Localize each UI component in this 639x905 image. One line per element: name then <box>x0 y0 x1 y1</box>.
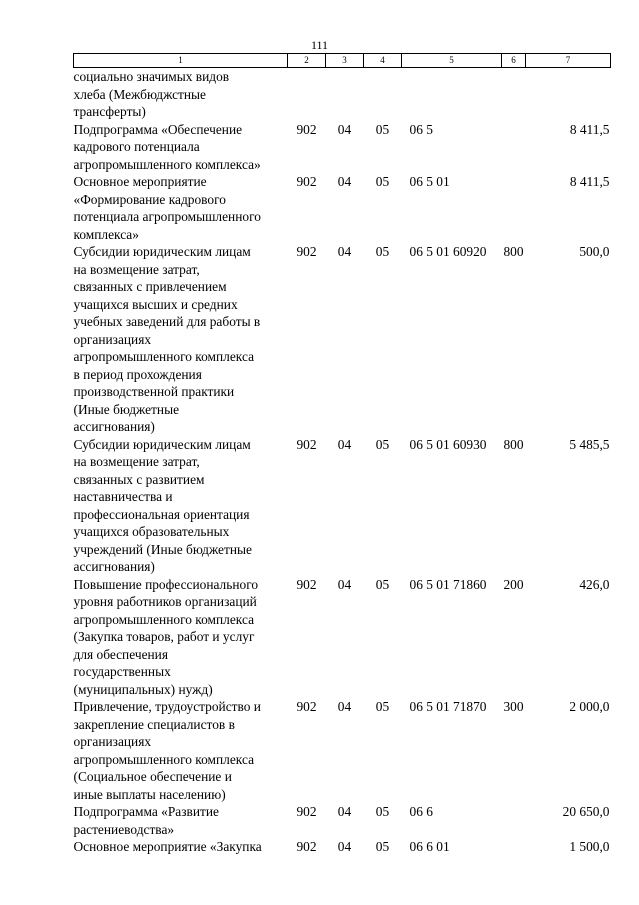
budget-table <box>73 53 611 856</box>
admin-code-cell: 902 <box>296 174 317 189</box>
item-name-line: ассигнования) <box>73 559 155 574</box>
item-name-line: производственной практики <box>73 384 235 399</box>
item-name-cell <box>74 838 288 856</box>
item-name-line: Повышение профессионального <box>73 576 259 592</box>
page-number: 111 <box>310 38 329 52</box>
item-name-line: агропромышленного комплекса <box>73 349 255 364</box>
item-name-line: на возмещение затрат, <box>73 454 200 469</box>
target-article-cell: 06 6 <box>409 804 433 819</box>
subsection-cell: 05 <box>375 436 390 452</box>
amount-cell <box>526 68 611 121</box>
subsection-cell: 05 <box>375 839 390 854</box>
section-cell: 04 <box>337 436 352 452</box>
expense-type-cell <box>502 803 526 838</box>
table-row <box>74 68 611 121</box>
item-name-line: учебных заведений для работы в <box>73 314 261 329</box>
expense-type-cell <box>502 838 526 856</box>
subsection-cell: 05 <box>375 244 390 259</box>
section-cell: 04 <box>337 699 352 714</box>
amount-cell: 1 500,0 <box>569 839 610 854</box>
item-name-line: учащихся образовательных <box>73 524 230 539</box>
amount-cell: 8 411,5 <box>569 174 610 189</box>
amount-cell: 5 485,5 <box>569 436 610 452</box>
amount-cell: 8 411,5 <box>569 121 610 137</box>
target-article-cell: 06 5 01 71870 <box>409 699 487 714</box>
item-name-line: Подпрограмма «Обеспечение <box>73 121 243 137</box>
target-article-cell <box>402 68 502 121</box>
admin-code-cell: 902 <box>296 699 317 714</box>
expense-type-cell: 300 <box>503 699 524 714</box>
subsection-cell: 05 <box>375 121 390 137</box>
table-row <box>74 698 611 803</box>
item-name-line: для обеспечения <box>73 646 168 662</box>
item-name-line: социально значимых видов <box>73 69 230 84</box>
admin-code-cell: 902 <box>296 244 317 259</box>
amount-cell: 426,0 <box>579 576 610 592</box>
item-name-line: Привлечение, трудоустройство и <box>73 699 261 714</box>
table-row <box>74 436 611 576</box>
table-row <box>74 121 611 174</box>
admin-code-cell: 902 <box>296 804 317 819</box>
column-header-6: 6 <box>502 54 526 68</box>
target-article-cell: 06 5 <box>409 121 433 137</box>
subsection-cell: 05 <box>375 699 390 714</box>
budget-rows <box>74 68 611 856</box>
section-cell: 04 <box>337 174 352 189</box>
target-article-cell: 06 5 01 60920 <box>409 244 487 259</box>
item-name-line: в период прохождения <box>73 366 202 382</box>
item-name-line: трансферты) <box>73 104 146 119</box>
item-name-line: «Формирование кадрового <box>73 191 226 207</box>
item-name-line: ассигнования) <box>73 419 155 434</box>
expense-type-cell: 800 <box>503 436 524 452</box>
section-cell: 04 <box>337 804 352 819</box>
section-cell: 04 <box>337 121 352 137</box>
item-name-cell <box>74 243 288 436</box>
table-row <box>74 803 611 838</box>
item-name-cell <box>74 803 288 838</box>
item-name-line: Субсидии юридическим лицам <box>73 436 251 452</box>
item-name-line: агропромышленного комплекса» <box>73 156 261 172</box>
item-name-line: кадрового потенциала <box>73 139 200 154</box>
item-name-cell <box>74 68 288 121</box>
column-header-2: 2 <box>288 54 326 68</box>
item-name-line: агропромышленного комплекса <box>73 751 255 767</box>
subsection-cell: 05 <box>375 576 390 592</box>
admin-code-cell <box>288 68 326 121</box>
expense-type-cell: 200 <box>503 576 524 592</box>
item-name-line: (муниципальных) нужд) <box>73 681 213 697</box>
amount-cell: 2 000,0 <box>569 699 610 714</box>
expense-type-cell <box>502 121 526 174</box>
item-name-line: наставничества и <box>73 489 173 504</box>
column-number-header <box>74 54 611 68</box>
item-name-line: связанных с развитием <box>73 471 205 487</box>
admin-code-cell: 902 <box>296 121 317 137</box>
subsection-cell: 05 <box>375 174 390 189</box>
admin-code-cell: 902 <box>296 839 317 854</box>
section-cell: 04 <box>337 244 352 259</box>
item-name-line: уровня работников организаций <box>73 594 257 609</box>
item-name-cell <box>74 698 288 803</box>
item-name-cell <box>74 436 288 576</box>
expense-type-cell <box>502 173 526 243</box>
section-cell <box>326 68 364 121</box>
item-name-line: на возмещение затрат, <box>73 261 200 277</box>
item-name-line: Основное мероприятие «Закупка <box>73 839 262 854</box>
item-name-line: (Закупка товаров, работ и услуг <box>73 629 255 644</box>
table-row <box>74 576 611 699</box>
column-header-3: 3 <box>326 54 364 68</box>
column-header-4: 4 <box>364 54 402 68</box>
item-name-cell <box>74 576 288 699</box>
item-name-line: учащихся высших и средних <box>73 296 238 312</box>
column-header-1: 1 <box>74 54 288 68</box>
target-article-cell: 06 5 01 60930 <box>409 436 487 452</box>
amount-cell: 500,0 <box>579 244 610 259</box>
item-name-line: хлеба (Межбюджстные <box>73 86 206 102</box>
item-name-line: (Социальное обеспечение и <box>73 769 232 784</box>
item-name-line: комплекса» <box>73 226 139 242</box>
item-name-line: агропромышленного комплекса <box>73 611 255 627</box>
subsection-cell: 05 <box>375 804 390 819</box>
item-name-cell <box>74 121 288 174</box>
table-row <box>74 838 611 856</box>
item-name-line: Субсидии юридическим лицам <box>73 244 251 259</box>
item-name-line: организациях <box>73 331 152 347</box>
admin-code-cell: 902 <box>296 436 317 452</box>
item-name-line: связанных с привлечением <box>73 279 227 294</box>
section-cell: 04 <box>337 839 352 854</box>
expense-type-cell <box>502 68 526 121</box>
item-name-line: закрепление специалистов в <box>73 716 235 732</box>
target-article-cell: 06 5 01 <box>409 174 450 189</box>
subsection-cell <box>364 68 402 121</box>
item-name-line: Подпрограмма «Развитие <box>73 804 219 819</box>
item-name-cell <box>74 173 288 243</box>
column-header-5: 5 <box>402 54 502 68</box>
item-name-line: Основное мероприятие <box>73 174 207 189</box>
column-header-7: 7 <box>526 54 611 68</box>
table-row <box>74 243 611 436</box>
admin-code-cell: 902 <box>296 576 317 592</box>
amount-cell: 20 650,0 <box>562 804 610 819</box>
item-name-line: потенциала агропромышленного <box>73 209 261 224</box>
target-article-cell: 06 5 01 71860 <box>409 576 487 592</box>
target-article-cell: 06 6 01 <box>409 839 450 854</box>
item-name-line: профессиональная ориентация <box>73 506 250 522</box>
table-row <box>74 173 611 243</box>
item-name-line: растениеводства» <box>73 821 175 837</box>
item-name-line: организациях <box>73 734 152 749</box>
expense-type-cell: 800 <box>503 244 524 259</box>
section-cell: 04 <box>337 576 352 592</box>
item-name-line: (Иные бюджетные <box>73 401 180 417</box>
item-name-line: учреждений (Иные бюджетные <box>73 541 252 557</box>
item-name-line: государственных <box>73 664 171 679</box>
item-name-line: иные выплаты населению) <box>73 786 226 802</box>
